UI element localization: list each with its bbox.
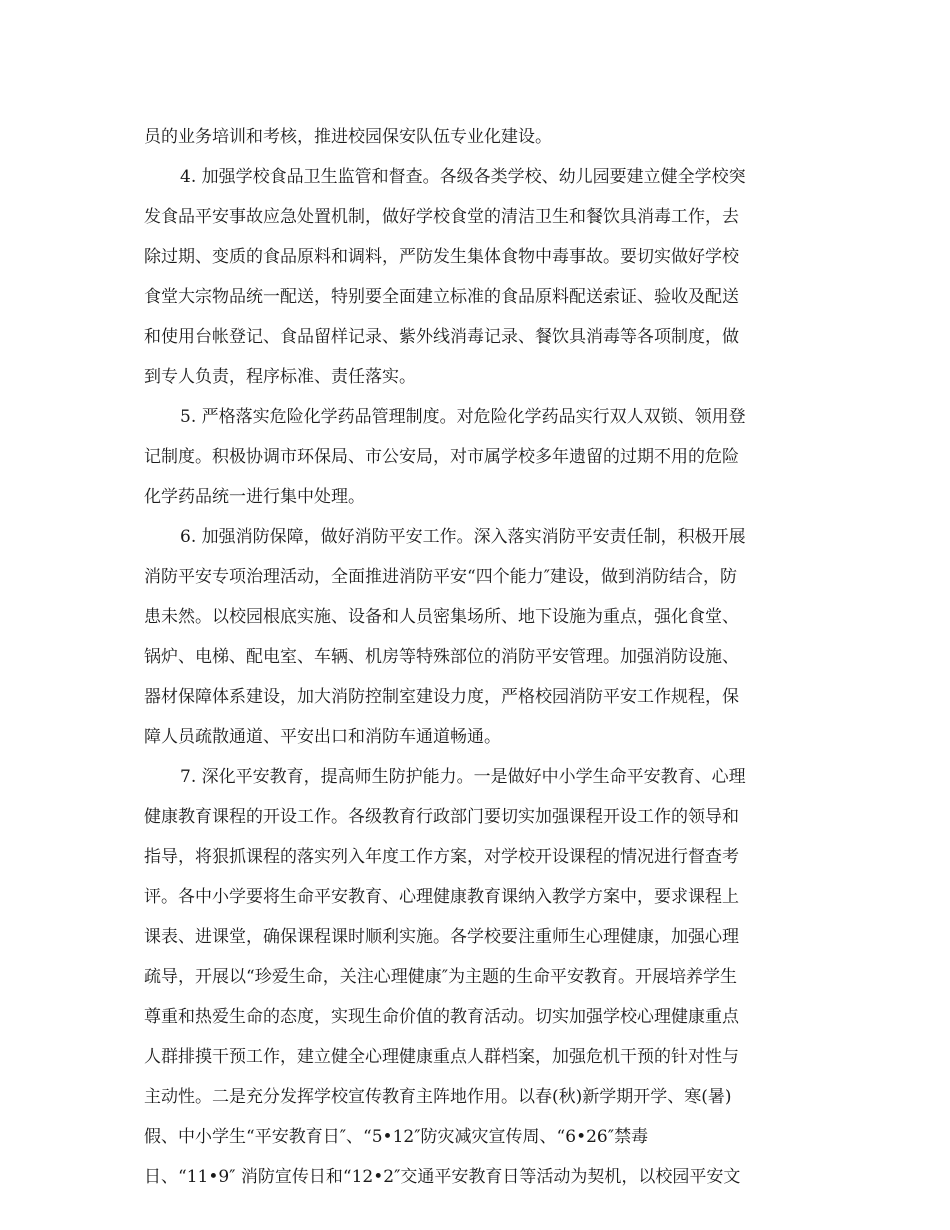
text-line: 人群排摸干预工作，建立健全心理健康重点人群档案，加强危机干预的针对性与 [144, 1047, 739, 1067]
text-line: 器材保障体系建设，加大消防控制室建设力度，严格校园消防平安工作规程，保 [144, 687, 739, 707]
text-line: 疏导，开展以“珍爱生命，关注心理健康″为主题的生命平安教育。开展培养学生 [144, 967, 738, 987]
text-line: 障人员疏散通道、平安出口和消防车通道畅通。 [144, 727, 501, 747]
text-line: 消防平安专项治理活动，全面推进消防平安“四个能力″建设，做到消防结合，防 [144, 567, 738, 587]
text-line: 锅炉、电梯、配电室、车辆、机房等特殊部位的消防平安管理。加强消防设施、 [144, 647, 739, 667]
text-line: 指导，将狠抓课程的落实列入年度工作方案，对学校开设课程的情况进行督查考 [144, 847, 739, 867]
text-line: 除过期、变质的食品原料和调料，严防发生集体食物中毒事故。要切实做好学校 [144, 247, 739, 267]
text-line: 尊重和热爱生命的态度，实现生命价值的教育活动。切实加强学校心理健康重点 [144, 1007, 739, 1027]
text-line: 和使用台帐登记、食品留样记录、紫外线消毒记录、餐饮具消毒等各项制度，做 [144, 327, 739, 347]
text-line: 课表、进课堂，确保课程课时顺利实施。各学校要注重师生心理健康，加强心理 [144, 927, 739, 947]
text-line: 主动性。二是充分发挥学校宣传教育主阵地作用。以春(秋)新学期开学、寒(暑) [144, 1087, 732, 1107]
text-line: 食堂大宗物品统一配送，特别要全面建立标准的食品原料配送索证、验收及配送 [144, 287, 739, 307]
paragraph-4-start: 4. 加强学校食品卫生监管和督查。各级各类学校、幼儿园要建立健全学校突 [180, 167, 746, 187]
text-line: 评。各中小学要将生命平安教育、心理健康教育课纳入教学方案中，要求课程上 [144, 887, 739, 907]
text-line: 记制度。积极协调市环保局、市公安局，对市属学校多年遗留的过期不用的危险 [144, 447, 739, 467]
paragraph-5-start: 5. 严格落实危险化学药品管理制度。对危险化学药品实行双人双锁、领用登 [180, 407, 746, 427]
text-line: 化学药品统一进行集中处理。 [144, 487, 365, 507]
text-line: 发食品平安事故应急处置机制，做好学校食堂的清洁卫生和餐饮具消毒工作，去 [144, 207, 739, 227]
paragraph-6-start: 6. 加强消防保障，做好消防平安工作。深入落实消防平安责任制，积极开展 [180, 527, 746, 547]
paragraph-7-start: 7. 深化平安教育，提高师生防护能力。一是做好中小学生命平安教育、心理 [180, 767, 746, 787]
text-line: 健康教育课程的开设工作。各级教育行政部门要切实加强课程开设工作的领导和 [144, 807, 739, 827]
text-line: 患未然。以校园根底实施、设备和人员密集场所、地下设施为重点，强化食堂、 [144, 607, 739, 627]
text-line: 员的业务培训和考核，推进校园保安队伍专业化建设。 [144, 127, 552, 147]
text-line: 到专人负责，程序标准、责任落实。 [144, 367, 416, 387]
text-line: 日、“11•9″ 消防宣传日和“12•2″交通平安教育日等活动为契机，以校园平安文 [144, 1167, 741, 1187]
text-line: 假、中小学生“平安教育日″、“5•12″防灾减灾宣传周、“6•26″禁毒 [144, 1127, 649, 1147]
